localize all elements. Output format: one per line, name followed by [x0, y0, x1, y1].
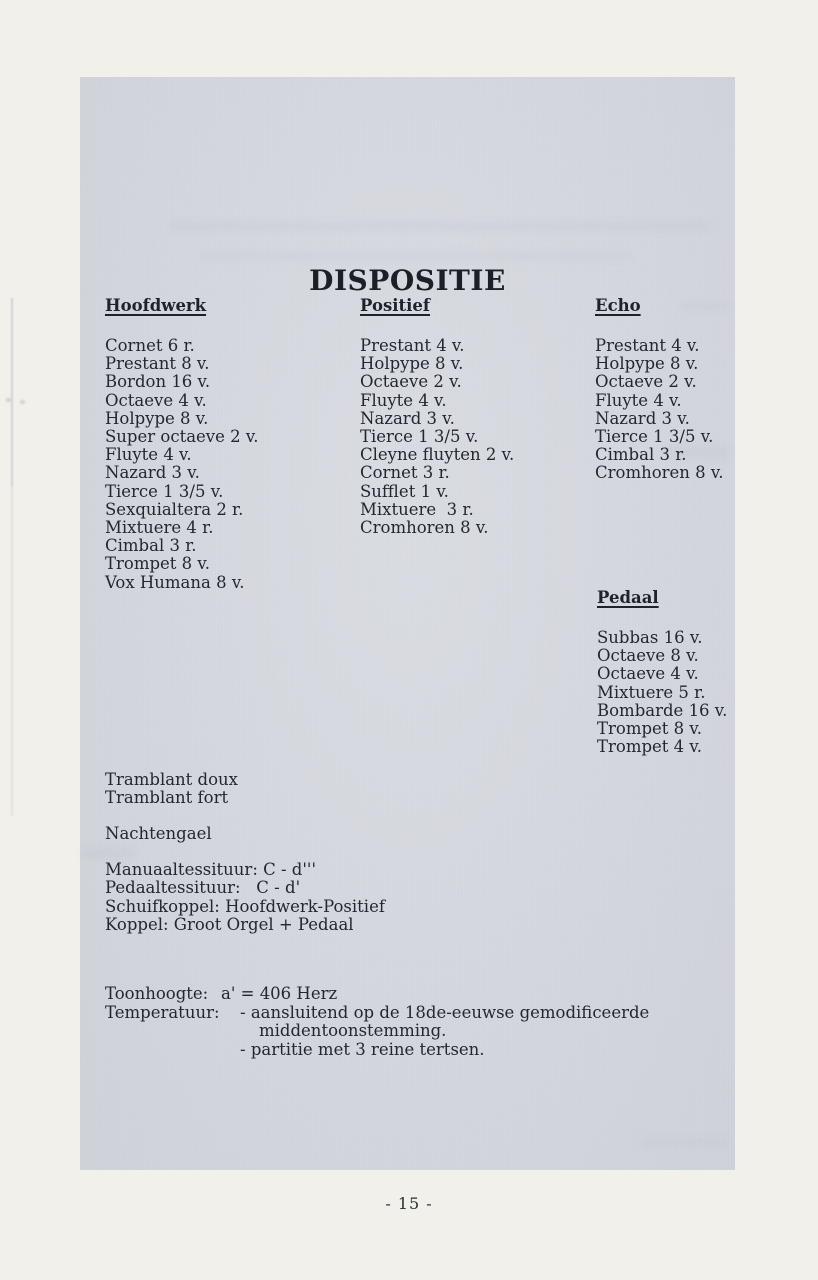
stop-item: Holpype 8 v. — [105, 408, 209, 428]
temperament-label: Temperatuur: — [105, 1003, 220, 1022]
stop-item: Nazard 3 v. — [360, 408, 455, 428]
stop-item: Octaeve 2 v. — [595, 372, 697, 392]
stop-item: Fluyte 4 v. — [595, 390, 682, 410]
stop-item: Prestant 4 v. — [360, 336, 465, 355]
stop-item: Sufflet 1 v. — [360, 481, 449, 501]
stop-item: Cimbal 3 r. — [595, 445, 687, 465]
stop-item: Mixtuere 3 r. — [360, 499, 474, 519]
temperament-line-3: - partitie met 3 reine tertsen. — [240, 1040, 485, 1059]
stop-item: Fluyte 4 v. — [360, 390, 447, 410]
compass-coupler-item: Koppel: Groot Orgel + Pedaal — [105, 915, 354, 935]
stop-item: Sexquialtera 2 r. — [105, 499, 244, 519]
compass-coupler-item: Schuifkoppel: Hoofdwerk-Positief — [105, 896, 385, 916]
division-positief-header: Positief — [360, 296, 431, 315]
division-pedaal-header: Pedaal — [597, 588, 659, 607]
temperament-line-1: - aansluitend op de 18de-eeuwse gemodificeerde — [240, 1003, 650, 1022]
division-echo-header: Echo — [595, 296, 641, 315]
compass-coupler-item: Manuaaltessituur: C - d''' — [105, 860, 316, 879]
stop-item: Prestant 4 v. — [595, 336, 700, 355]
stop-item: Cornet 3 r. — [360, 463, 450, 483]
division-hoofdwerk-stoplist — [105, 337, 258, 592]
stop-item: Cleyne fluyten 2 v. — [360, 445, 515, 465]
compass-couplers-block — [105, 861, 385, 935]
stop-item: Trompet 8 v. — [105, 554, 211, 574]
page-number: - 15 - — [385, 1194, 433, 1213]
stop-item: Subbas 16 v. — [597, 628, 703, 647]
stop-item: Octaeve 8 v. — [597, 646, 699, 666]
stop-item: Octaeve 2 v. — [360, 372, 462, 392]
stop-item: Bordon 16 v. — [105, 372, 211, 392]
stop-item: Cromhoren 8 v. — [595, 463, 724, 483]
stop-item: Cromhoren 8 v. — [360, 518, 489, 538]
stop-item: Octaeve 4 v. — [105, 390, 207, 410]
stop-item: Super octaeve 2 v. — [105, 427, 259, 447]
page-title: DISPOSITIE — [309, 264, 506, 297]
stop-item: Cimbal 3 r. — [105, 536, 197, 556]
showthrough-smudge — [80, 847, 135, 859]
pitch-value: a' = 406 Herz — [221, 984, 338, 1003]
stop-item: Tierce 1 3/5 v. — [105, 481, 224, 501]
tremulant-item: Tramblant doux — [105, 770, 238, 789]
stop-item: Trompet 8 v. — [597, 719, 703, 739]
stop-item: Prestant 8 v. — [105, 354, 210, 374]
tremulants-block — [105, 771, 238, 807]
stop-item: Tierce 1 3/5 v. — [360, 427, 479, 447]
paper-speck — [20, 400, 25, 404]
stop-item: Nazard 3 v. — [105, 463, 200, 483]
page-sheet — [80, 77, 735, 1170]
stop-item: Octaeve 4 v. — [597, 664, 699, 684]
stop-item: Tierce 1 3/5 v. — [595, 427, 714, 447]
division-positief-stoplist — [360, 337, 514, 537]
tremulant-item: Tramblant fort — [105, 788, 229, 808]
compass-coupler-item: Pedaaltessituur: C - d' — [105, 878, 301, 898]
stop-item: Bombarde 16 v. — [597, 700, 728, 720]
showthrough-smudge — [170, 222, 710, 231]
division-pedaal — [597, 588, 728, 757]
stop-item: Vox Humana 8 v. — [105, 572, 245, 592]
paper-crease — [11, 298, 13, 486]
effects-block — [105, 825, 212, 843]
division-hoofdwerk-header: Hoofdwerk — [105, 296, 207, 315]
showthrough-smudge — [200, 252, 630, 260]
division-hoofdwerk — [105, 296, 259, 592]
temperament-line-2: middentoonstemming. — [259, 1021, 447, 1040]
stop-item: Trompet 4 v. — [597, 737, 703, 757]
division-positief — [360, 296, 515, 538]
showthrough-smudge — [680, 302, 730, 311]
division-echo-stoplist — [595, 337, 724, 483]
stop-item: Holpype 8 v. — [595, 354, 699, 374]
division-echo — [595, 296, 724, 483]
stop-item: Cornet 6 r. — [105, 336, 195, 355]
showthrough-smudge — [640, 1137, 730, 1147]
division-pedaal-stoplist — [597, 629, 727, 756]
stop-item: Mixtuere 5 r. — [597, 682, 706, 702]
stop-item: Fluyte 4 v. — [105, 445, 192, 465]
effect-item: Nachtengael — [105, 824, 212, 843]
paper-crease — [11, 486, 13, 816]
stop-item: Holpype 8 v. — [360, 354, 464, 374]
stop-item: Nazard 3 v. — [595, 408, 690, 428]
paper-speck — [6, 398, 11, 402]
stop-item: Mixtuere 4 r. — [105, 518, 214, 538]
pitch-label: Toonhoogte: — [105, 984, 209, 1003]
